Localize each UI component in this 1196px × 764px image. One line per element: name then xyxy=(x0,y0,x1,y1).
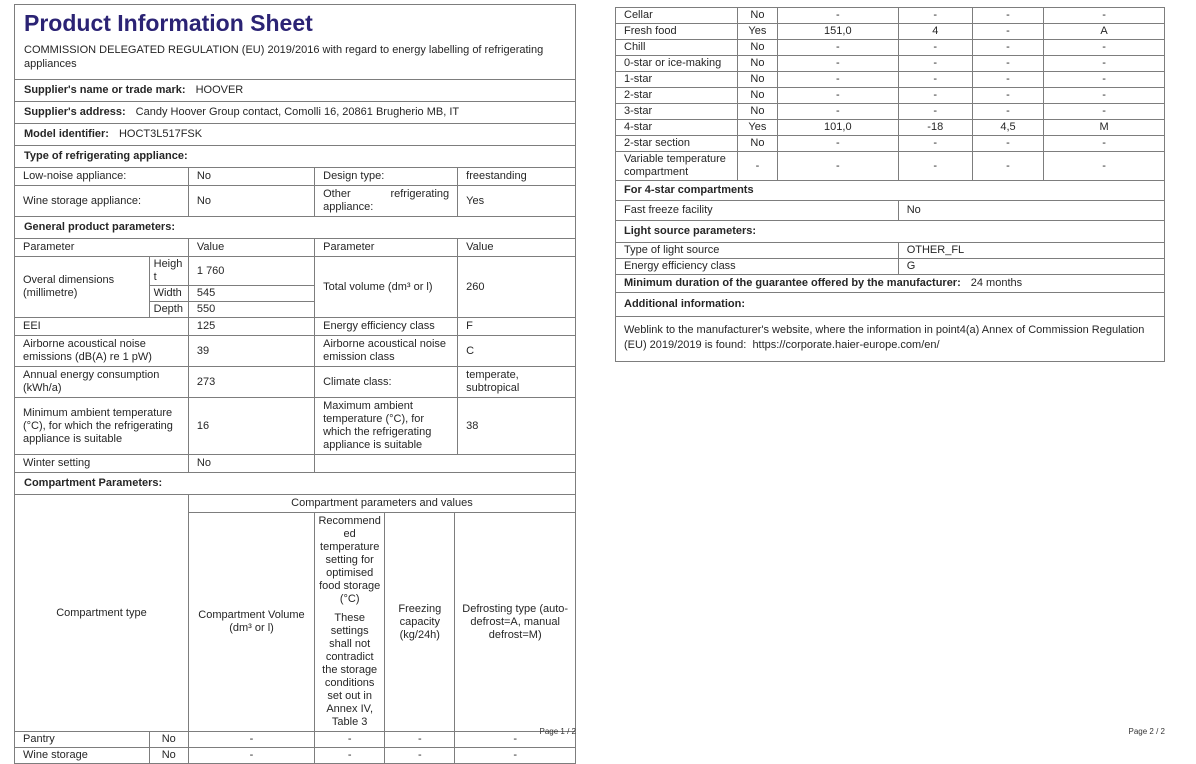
table-cell: Airborne acoustical noise emission class xyxy=(315,336,458,367)
compartment-type-header: Compartment type xyxy=(15,495,189,732)
table-row xyxy=(616,317,1165,362)
table-cell: 0-star or ice-making xyxy=(616,56,738,72)
type-table xyxy=(14,167,576,217)
page-2 xyxy=(615,7,1165,362)
table-cell: Cellar xyxy=(616,8,738,24)
table-cell: Climate class: xyxy=(315,367,458,398)
table-cell: - xyxy=(315,732,385,748)
table-cell: - xyxy=(898,40,972,56)
table-row xyxy=(616,88,1165,104)
table-row xyxy=(616,104,1165,120)
table-row xyxy=(15,748,576,764)
supplier-address-cell xyxy=(15,102,576,124)
type-section-header-table xyxy=(14,145,576,168)
table-cell: - xyxy=(1044,136,1165,152)
column-header-defrost: Defrosting type (auto-defrost=A, manual defrost=M) xyxy=(455,513,576,732)
dimensions-label: Overal dimensions (millimetre) xyxy=(15,257,150,318)
table-cell: 39 xyxy=(188,336,314,367)
table-cell: 101,0 xyxy=(777,120,898,136)
model-label: Model identifier: xyxy=(24,128,109,140)
table-cell: - xyxy=(315,748,385,764)
table-cell: Annual energy consumption (kWh/a) xyxy=(15,367,189,398)
table-row xyxy=(15,473,576,495)
table-cell: Wine storage appliance: xyxy=(15,186,189,217)
table-cell: Low-noise appliance: xyxy=(15,168,189,186)
guarantee-label: Minimum duration of the guarantee offered by the manufacturer: xyxy=(624,277,961,289)
table-cell: - xyxy=(385,732,455,748)
title-cell xyxy=(15,5,576,80)
temperature-header-part1: Recommended temperature setting for optimised food storage (°C) xyxy=(318,515,381,605)
general-parameters-table xyxy=(14,238,576,473)
table-row xyxy=(616,120,1165,136)
table-cell: - xyxy=(898,72,972,88)
table-row xyxy=(15,102,576,124)
table-cell: - xyxy=(972,8,1043,24)
table-cell: temperate, subtropical xyxy=(458,367,576,398)
table-row xyxy=(616,8,1165,24)
table-cell: - xyxy=(898,152,972,181)
column-header-temperature xyxy=(315,513,385,732)
winter-setting-value: No xyxy=(188,455,314,473)
table-cell: - xyxy=(777,88,898,104)
table-row xyxy=(616,72,1165,88)
table-cell: - xyxy=(972,136,1043,152)
table-cell: - xyxy=(1044,40,1165,56)
table-cell: - xyxy=(188,748,314,764)
table-cell: Airborne acoustical noise emissions (dB(A) re 1 pW) xyxy=(15,336,189,367)
table-cell: 2-star section xyxy=(616,136,738,152)
light-efficiency-value: G xyxy=(898,259,1164,275)
table-cell: 38 xyxy=(458,398,576,455)
table-cell: - xyxy=(1044,88,1165,104)
table-row xyxy=(15,217,576,239)
temperature-header-part2: These settings shall not contradict the storage conditions set out in Annex IV, Table 3 xyxy=(322,612,378,728)
table-cell: No xyxy=(188,186,314,217)
table-cell: freestanding xyxy=(458,168,576,186)
weblink-url: https://corporate.haier-europe.com/en/ xyxy=(752,339,940,351)
table-cell: - xyxy=(898,104,972,120)
column-header: Value xyxy=(458,239,576,257)
supplier-name-cell xyxy=(15,80,576,102)
title-block xyxy=(14,4,576,80)
table-cell: - xyxy=(898,88,972,104)
table-row xyxy=(15,257,576,286)
table-cell: No xyxy=(737,56,777,72)
table-cell: Chill xyxy=(616,40,738,56)
table-cell: Yes xyxy=(737,24,777,40)
model-cell xyxy=(15,124,576,146)
table-cell: No xyxy=(737,40,777,56)
regulation-subtitle: COMMISSION DELEGATED REGULATION (EU) 2019/2016 with regard to energy labelling of refrigerating appliances xyxy=(24,44,544,70)
table-cell: 16 xyxy=(188,398,314,455)
table-cell: Minimum ambient temperature (°C), for which the refrigerating appliance is suitable xyxy=(15,398,189,455)
four-star-section-header: For 4-star compartments xyxy=(616,181,1165,201)
table-cell: No xyxy=(737,8,777,24)
table-cell: 273 xyxy=(188,367,314,398)
table-cell: - xyxy=(777,152,898,181)
table-cell: No xyxy=(737,72,777,88)
table-cell: 545 xyxy=(188,286,314,302)
table-cell: - xyxy=(777,56,898,72)
table-cell: No xyxy=(188,168,314,186)
table-cell: - xyxy=(898,56,972,72)
table-cell: 4 xyxy=(898,24,972,40)
table-cell: No xyxy=(149,732,188,748)
table-cell: - xyxy=(972,24,1043,40)
table-cell: Other refrigerating appliance: xyxy=(315,186,458,217)
fast-freeze-label: Fast freeze facility xyxy=(616,201,899,221)
table-cell: Variable temperature compartment xyxy=(616,152,738,181)
table-row xyxy=(616,275,1165,293)
total-volume-label: Total volume (dm³ or l) xyxy=(315,257,458,318)
table-cell: No xyxy=(737,88,777,104)
table-row xyxy=(616,136,1165,152)
supplier-name-table xyxy=(14,79,576,102)
winter-setting-label: Winter setting xyxy=(15,455,189,473)
empty-cell xyxy=(315,455,576,473)
table-cell: 550 xyxy=(188,302,314,318)
table-cell: - xyxy=(777,72,898,88)
table-cell: - xyxy=(1044,104,1165,120)
supplier-address-table xyxy=(14,101,576,124)
table-cell: 2-star xyxy=(616,88,738,104)
table-cell: - xyxy=(1044,152,1165,181)
table-cell: 3-star xyxy=(616,104,738,120)
table-row xyxy=(616,24,1165,40)
table-cell: Maximum ambient temperature (°C), for which the refrigerating appliance is suitable xyxy=(315,398,458,455)
table-cell: - xyxy=(777,40,898,56)
light-efficiency-label: Energy efficiency class xyxy=(616,259,899,275)
table-row xyxy=(616,259,1165,275)
table-row xyxy=(15,455,576,473)
table-cell: - xyxy=(1044,72,1165,88)
table-row xyxy=(15,80,576,102)
page-title: Product Information Sheet xyxy=(24,10,313,36)
table-cell: Fresh food xyxy=(616,24,738,40)
table-cell: - xyxy=(777,136,898,152)
table-row xyxy=(15,239,576,257)
compartment-table-page1 xyxy=(14,494,576,764)
table-cell: - xyxy=(455,748,576,764)
table-cell: 1-star xyxy=(616,72,738,88)
table-cell: Pantry xyxy=(15,732,150,748)
table-cell: - xyxy=(972,40,1043,56)
guarantee-cell xyxy=(616,275,1165,293)
table-cell: - xyxy=(972,72,1043,88)
table-row xyxy=(15,367,576,398)
table-cell: - xyxy=(1044,8,1165,24)
column-header: Parameter xyxy=(315,239,458,257)
page-number-2: Page 2 / 2 xyxy=(1128,727,1165,736)
table-row xyxy=(616,243,1165,259)
column-header: Value xyxy=(188,239,314,257)
column-header-freezing: Freezing capacity (kg/24h) xyxy=(385,513,455,732)
table-cell: Width xyxy=(149,286,188,302)
model-table xyxy=(14,123,576,146)
table-cell: - xyxy=(972,56,1043,72)
table-row xyxy=(15,124,576,146)
guarantee-value: 24 months xyxy=(970,277,1023,289)
table-row xyxy=(15,336,576,367)
table-row xyxy=(15,186,576,217)
table-cell: Design type: xyxy=(315,168,458,186)
table-cell: F xyxy=(458,318,576,336)
table-cell: - xyxy=(898,136,972,152)
table-cell: - xyxy=(1044,56,1165,72)
page-1 xyxy=(14,4,576,764)
table-cell: Energy efficiency class xyxy=(315,318,458,336)
compartment-section-header-table xyxy=(14,472,576,495)
table-row xyxy=(15,495,576,513)
table-cell: - xyxy=(777,104,898,120)
supplier-name-label: Supplier's name or trade mark: xyxy=(24,84,186,96)
table-cell: -18 xyxy=(898,120,972,136)
table-cell: - xyxy=(972,104,1043,120)
general-section-header: General product parameters: xyxy=(15,217,576,239)
table-cell: No xyxy=(737,104,777,120)
total-volume-value: 260 xyxy=(458,257,576,318)
table-cell: 151,0 xyxy=(777,24,898,40)
table-row xyxy=(616,201,1165,221)
table-cell: - xyxy=(972,88,1043,104)
supplier-address-value: Candy Hoover Group contact, Comolli 16, 20861 Brugherio MB, IT xyxy=(135,106,460,118)
table-cell: - xyxy=(737,152,777,181)
supplier-name-value: HOOVER xyxy=(195,84,244,96)
table-row xyxy=(15,146,576,168)
column-header: Parameter xyxy=(15,239,189,257)
table-row xyxy=(616,152,1165,181)
table-cell: A xyxy=(1044,24,1165,40)
page-number-1: Page 1 / 2 xyxy=(539,727,576,736)
table-cell: Yes xyxy=(458,186,576,217)
fast-freeze-value: No xyxy=(898,201,1164,221)
table-row xyxy=(616,293,1165,317)
model-value: HOCT3L517FSK xyxy=(118,128,203,140)
additional-info-header: Additional information: xyxy=(616,293,1165,317)
table-row xyxy=(616,181,1165,201)
weblink-cell xyxy=(616,317,1165,362)
table-row xyxy=(616,40,1165,56)
table-cell: 4-star xyxy=(616,120,738,136)
table-row xyxy=(15,5,576,80)
table-cell: 1 760 xyxy=(188,257,314,286)
compartment-table-page2 xyxy=(615,7,1165,362)
table-cell: No xyxy=(149,748,188,764)
table-cell: - xyxy=(777,8,898,24)
table-cell: No xyxy=(737,136,777,152)
table-cell: - xyxy=(972,152,1043,181)
table-cell: Yes xyxy=(737,120,777,136)
table-cell: - xyxy=(188,732,314,748)
compartment-section-header: Compartment Parameters: xyxy=(15,473,576,495)
column-header-volume: Compartment Volume (dm³ or l) xyxy=(188,513,314,732)
table-cell: - xyxy=(385,748,455,764)
type-section-header: Type of refrigerating appliance: xyxy=(15,146,576,168)
table-row xyxy=(15,318,576,336)
table-cell: - xyxy=(455,732,576,748)
table-cell: M xyxy=(1044,120,1165,136)
table-cell: EEI xyxy=(15,318,189,336)
table-cell: C xyxy=(458,336,576,367)
table-cell: Wine storage xyxy=(15,748,150,764)
weblink-label: Weblink to the manufacturer's website, where the information in point4(a) Annex of Commission Regulation (EU) 2019/2019 is found: xyxy=(624,324,1145,351)
compartment-span-header: Compartment parameters and values xyxy=(188,495,575,513)
table-row xyxy=(15,168,576,186)
table-cell: Height xyxy=(149,257,188,286)
table-cell: - xyxy=(898,8,972,24)
table-row xyxy=(15,398,576,455)
table-row xyxy=(616,221,1165,243)
table-row xyxy=(616,56,1165,72)
supplier-address-label: Supplier's address: xyxy=(24,106,126,118)
table-cell: 4,5 xyxy=(972,120,1043,136)
light-source-type-label: Type of light source xyxy=(616,243,899,259)
light-source-section-header: Light source parameters: xyxy=(616,221,1165,243)
table-cell: Depth xyxy=(149,302,188,318)
table-cell: 125 xyxy=(188,318,314,336)
light-source-type-value: OTHER_FL xyxy=(898,243,1164,259)
general-section-header-table xyxy=(14,216,576,239)
